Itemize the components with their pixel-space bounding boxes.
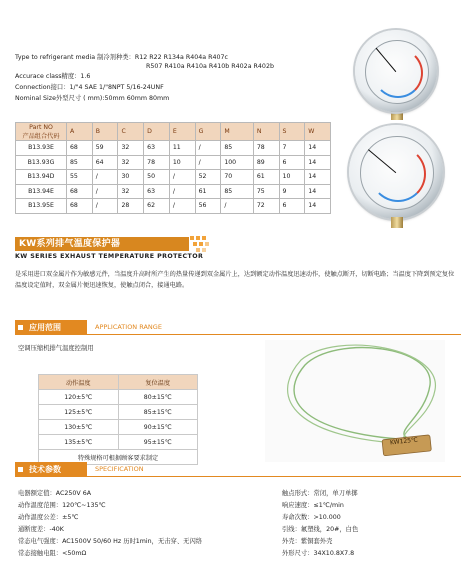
table-cell: 10	[279, 170, 305, 185]
col-header: D	[144, 123, 170, 141]
table-cell: 68	[67, 199, 93, 214]
table-cell: 61	[195, 184, 221, 199]
table-cell: 6	[279, 155, 305, 170]
gauge-image-bottom	[343, 125, 451, 230]
decorative-dots-icon	[190, 236, 220, 252]
sensor-label: KW125℃	[389, 436, 419, 447]
table-cell: 68	[67, 184, 93, 199]
parts-table	[15, 122, 331, 214]
table-cell: 6	[279, 199, 305, 214]
table-cell: 56	[195, 199, 221, 214]
specification-section-header	[15, 462, 461, 477]
table-cell: 7	[279, 141, 305, 156]
table-cell: 10	[169, 155, 195, 170]
table-cell: 62	[144, 199, 170, 214]
nominal-size: Nominal Size外型尺寸 ( mm):50mm 60mm 80mm	[15, 95, 170, 102]
table-row	[16, 184, 331, 199]
col-header: S	[279, 123, 305, 141]
table-cell: 64	[92, 155, 118, 170]
kw-description: 是采用进口双金属片作为敏感元件，当温度升高时所产生的热量传递到双金属片上，达到额定动作温度迅速动作，使触点断开，切断电路；当温度下降到预定复位温度设定值时，双金属片便迅速恢复，使触点闭合，接通电路。	[15, 271, 455, 289]
table-cell: 100	[221, 155, 254, 170]
col-header: E	[169, 123, 195, 141]
table-row	[16, 199, 331, 214]
gauge-image-top	[343, 30, 451, 120]
spec-shell: 外壳：紫铜套外壳	[282, 538, 333, 545]
table-cell: 14	[305, 155, 331, 170]
table-row	[39, 420, 198, 435]
table-cell: 63	[144, 141, 170, 156]
table-cell: 78	[144, 155, 170, 170]
kw-series-subtitle: KW SERIES EXHAUST TEMPERATURE PROTECTOR	[15, 253, 204, 260]
table-cell: 50	[144, 170, 170, 185]
part-no: B13.95E	[16, 199, 67, 214]
table-cell: 32	[118, 141, 144, 156]
table-cell: /	[92, 199, 118, 214]
refrigerant-label: Type to refrigerant media 制冷剂种类：R12 R22 R134a R404a R407c	[15, 54, 228, 61]
table-cell: 63	[144, 184, 170, 199]
temp-table-header	[39, 375, 198, 390]
parts-table-header	[16, 123, 331, 141]
table-row	[39, 435, 198, 450]
spec-life: 寿命次数：>10.000	[282, 514, 341, 521]
table-cell: 11	[169, 141, 195, 156]
specification-en-label: SPECIFICATION	[95, 465, 144, 473]
table-cell: 59	[92, 141, 118, 156]
col-header: M	[221, 123, 254, 141]
table-cell: 9	[279, 184, 305, 199]
application-text: 空调压缩机排气温度控制用	[18, 345, 94, 352]
table-cell: 32	[118, 155, 144, 170]
table-cell: /	[92, 170, 118, 185]
table-note: 特殊规格可根据顾客要求制定	[39, 450, 198, 465]
table-cell: 85	[67, 155, 93, 170]
col-header: A	[67, 123, 93, 141]
table-cell: 80±15℃	[118, 390, 198, 405]
table-cell: /	[195, 141, 221, 156]
accuracy-class: Accurace class精度：1.6	[15, 73, 91, 80]
table-cell: 61	[253, 170, 279, 185]
table-cell: 32	[118, 184, 144, 199]
table-cell: 95±15℃	[118, 435, 198, 450]
specification-tab: 技术参数	[15, 462, 87, 477]
spec-differential: 通断度差：-40K	[18, 526, 64, 533]
table-cell: 85	[221, 184, 254, 199]
table-cell: /	[221, 199, 254, 214]
divider	[87, 476, 461, 477]
table-cell: 135±5℃	[39, 435, 119, 450]
table-cell: 78	[253, 141, 279, 156]
table-row	[16, 155, 331, 170]
table-cell: 85±15℃	[118, 405, 198, 420]
part-no: B13.93E	[16, 141, 67, 156]
table-cell: /	[169, 199, 195, 214]
table-cell: 52	[195, 170, 221, 185]
connection-spec: Connection接口：1/"4 SAE 1/"8NPT 5/16-24UNF	[15, 84, 164, 91]
part-no: B13.94E	[16, 184, 67, 199]
table-cell: 14	[305, 199, 331, 214]
divider	[87, 334, 461, 335]
col-header: B	[92, 123, 118, 141]
table-cell: 28	[118, 199, 144, 214]
table-row	[16, 141, 331, 156]
spec-response: 响应速度：≤1℃/min	[282, 502, 344, 509]
table-row	[39, 405, 198, 420]
table-cell: 130±5℃	[39, 420, 119, 435]
col-header: W	[305, 123, 331, 141]
application-en-label: APPLICATION RANGE	[95, 323, 162, 331]
table-cell: 75	[253, 184, 279, 199]
spec-temp-range: 动作温度范围：120℃~135℃	[18, 502, 106, 509]
table-cell: 68	[67, 141, 93, 156]
table-cell: /	[169, 170, 195, 185]
spec-contact-resistance: 常态接触电阻：<50mΩ	[18, 550, 87, 557]
col-header: N	[253, 123, 279, 141]
spec-lead: 引线：氟塑线，20#，白色	[282, 526, 359, 533]
col-header: 动作温度	[39, 375, 119, 390]
part-no: B13.94D	[16, 170, 67, 185]
temperature-table	[38, 374, 198, 465]
table-cell: 14	[305, 184, 331, 199]
table-cell: 30	[118, 170, 144, 185]
col-header: C	[118, 123, 144, 141]
sensor-wire-illustration	[265, 340, 445, 462]
table-cell: 85	[221, 141, 254, 156]
table-cell: 70	[221, 170, 254, 185]
spec-rating: 电器额定值：AC250V 6A	[18, 490, 92, 497]
application-tab: 应用范围	[15, 320, 87, 335]
table-cell: 55	[67, 170, 93, 185]
application-section-header	[15, 320, 461, 335]
table-cell: 72	[253, 199, 279, 214]
sensor-product-image	[265, 340, 445, 462]
table-cell: 14	[305, 141, 331, 156]
table-cell: 120±5℃	[39, 390, 119, 405]
spec-dimensions: 外形尺寸：34X10.8X7.8	[282, 550, 355, 557]
spec-contact-form: 触点形式：常闭，单刀单掷	[282, 490, 358, 497]
table-cell: 89	[253, 155, 279, 170]
kw-series-title: KW系列排气温度保护器	[15, 237, 189, 251]
col-header: 复位温度	[118, 375, 198, 390]
table-cell: /	[195, 155, 221, 170]
spec-temp-tolerance: 动作温度公差：±5℃	[18, 514, 79, 521]
part-no: B13.93G	[16, 155, 67, 170]
spec-dielectric: 常态电气强度：AC1500V 50/60 Hz 历时1min，无击穿、无闪络	[18, 538, 203, 545]
table-cell: 14	[305, 170, 331, 185]
refrigerant-line2: R507 R410a R410a R410b R402a R402b	[146, 63, 274, 70]
table-cell: 90±15℃	[118, 420, 198, 435]
table-cell: /	[92, 184, 118, 199]
table-row	[39, 390, 198, 405]
col-header: G	[195, 123, 221, 141]
table-row	[16, 170, 331, 185]
table-cell: /	[169, 184, 195, 199]
table-cell: 125±5℃	[39, 405, 119, 420]
part-no-header: Part NO 产品组合代码	[16, 123, 67, 141]
